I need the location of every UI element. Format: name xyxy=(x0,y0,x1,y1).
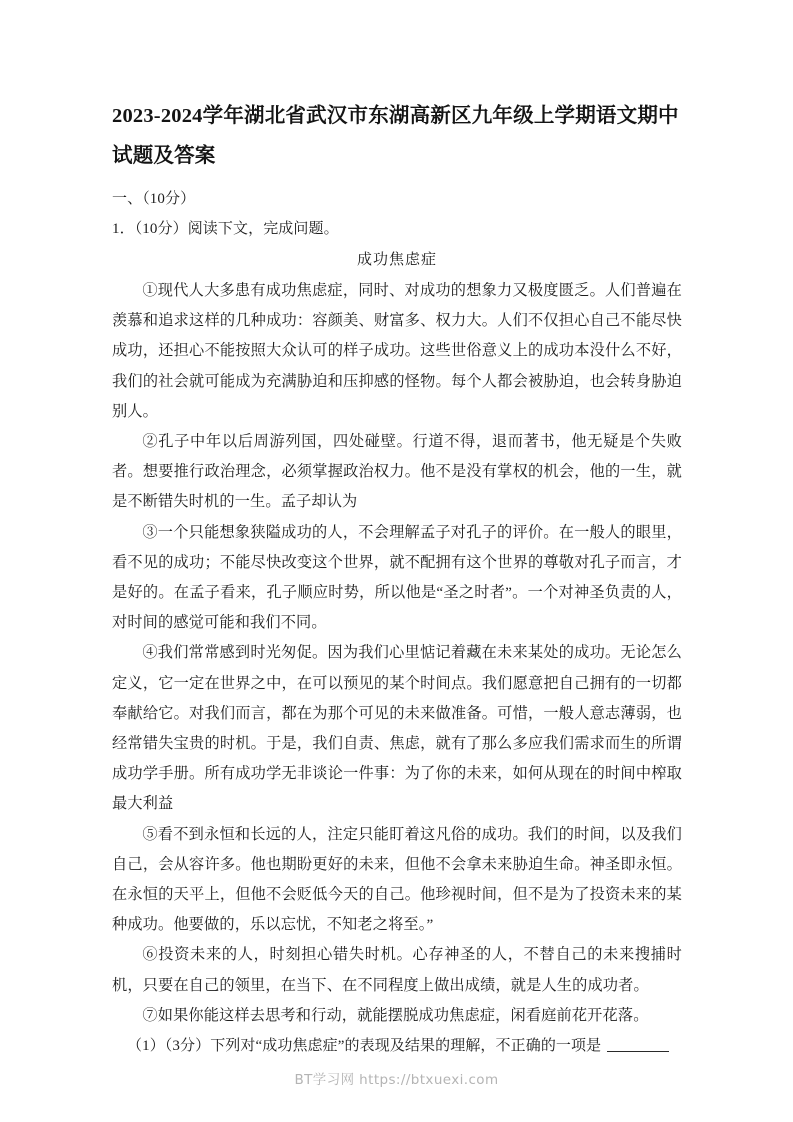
footer-watermark: BT学习网 https://btxuexi.com xyxy=(294,1072,499,1088)
article-title: 成功焦虑症 xyxy=(356,252,437,268)
article-paragraph-6: ⑥投资未来的人，时刻担心错失时机。心存神圣的人，不替自己的未来搜捕时机，只要在自己的领里，在当下、在不同程度上做出成绩，就是人生的成功者。 xyxy=(112,946,682,994)
document-content xyxy=(112,96,682,1061)
article-paragraph-3: ③一个只能想象狭隘成功的人，不会理解孟子对孔子的评价。在一般人的眼里，看不见的成功；不能尽快改变这个世界，就不配拥有这个世界的尊敬对孔子而言，才是好的。在孟子看来，孔子顺应时势，所以他是“圣之时者”。一个对神圣负责的人，对时间的感觉可能和我们不同。 xyxy=(112,523,682,632)
article-paragraph-1: ①现代人大多患有成功焦虑症，同时、对成功的想象力又极度匮乏。人们普遍在羡慕和追求这样的几种成功：容颜美、财富多、权力大。人们不仅担心自己不能尽快成功，还担心不能按照大众认可的样子成功。这些世俗意义上的成功本没什么不好，我们的社会就可能成为充满胁迫和压抑感的怪物。每个人都会被胁迫，也会转身胁迫别人。 xyxy=(112,282,682,420)
question-number-line: 1．（10分）阅读下文，完成问题。 xyxy=(112,221,339,237)
article-paragraph-5: ⑤看不到永恒和长远的人，注定只能盯着这凡俗的成功。我们的时间，以及我们自己，会从容许多。他也期盼更好的未来，但他不会拿未来胁迫生命。神圣即永恒。在永恒的天平上，但他不会贬低今天的自己。他珍视时间，但不是为了投资未来的某种成功。他要做的，乐以忘忧，不知老之将至。” xyxy=(112,825,682,934)
article-paragraph-4: ④我们常常感到时光匆促。因为我们心里惦记着藏在未来某处的成功。无论怎么定义，它一定在世界之中，在可以预见的某个时间点。我们愿意把自己拥有的一切都奉献给它。对我们而言，都在为那个可见的未来做准备。可惜，一般人意志薄弱，也经常错失宝贵的时机。于是，我们自责、焦虑，就有了那么多应我们需求而生的所谓成功学手册。所有成功学无非谈论一件事：为了你的未来，如何从现在的时间中榨取最大利益 xyxy=(112,644,682,813)
sub-question-1-text: （1）（3分）下列对“成功焦虑症”的表现及结果的理解，不正确的一项是 xyxy=(127,1038,602,1055)
article-paragraph-7: ⑦如果你能这样去思考和行动，就能摆脱成功焦虑症，闲看庭前花开花落。 xyxy=(142,1006,649,1024)
sub-question-1 xyxy=(112,1031,682,1061)
section-heading: 一、（10分） xyxy=(112,191,196,207)
answer-blank-1[interactable] xyxy=(607,1051,669,1052)
page-title: 2023-2024学年湖北省武汉市东湖高新区九年级上学期语文期中试题及答案 xyxy=(112,105,679,167)
article-paragraph-2: ②孔子中年以后周游列国，四处碰壁。行道不得，退而著书，他无疑是个失败者。想要推行政治理念，必须掌握政治权力。他不是没有掌权的机会，他的一生，就是不断错失时机的一生。孟子却认为 xyxy=(112,433,682,511)
